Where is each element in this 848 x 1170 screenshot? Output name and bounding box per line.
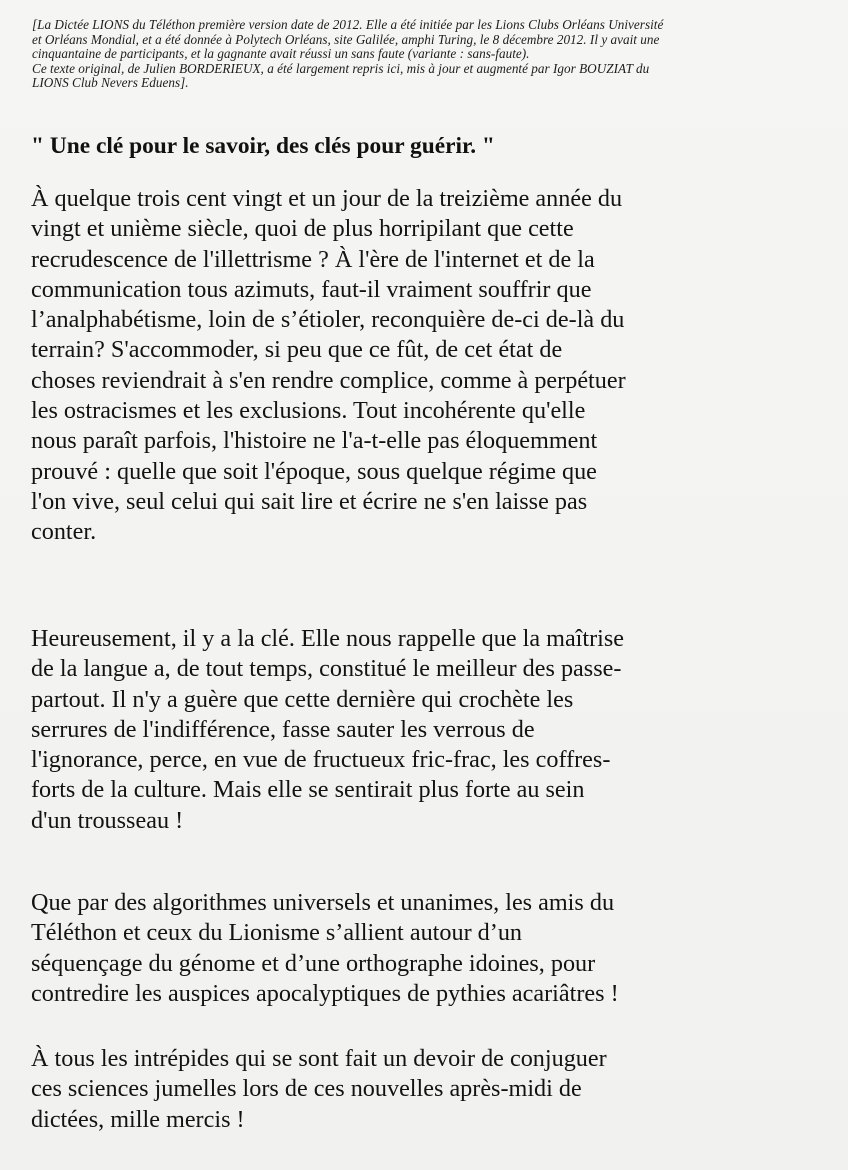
paragraph-line: terrain? S'accommoder, si peu que ce fût, de cet état de (31, 336, 563, 364)
paragraph-line: Que par des algorithmes universels et unanimes, les amis du (31, 889, 615, 916)
paragraph-4 (31, 1044, 821, 1135)
paragraph-line: Heureusement, il y a la clé. Elle nous rappelle que la maîtrise (31, 625, 625, 652)
paragraph-1 (31, 184, 821, 548)
paragraph-3 (31, 888, 821, 1009)
paragraph-line: À tous les intrépides qui se sont fait un devoir de conjuguer (31, 1045, 607, 1072)
intro-line: cinquantaine de participants, et la gagnante avait réussi un sans faute (variante : sans-faute). (32, 46, 530, 62)
intro-line: LIONS Club Nevers Eduens]. (32, 75, 189, 91)
paragraph-line: l’analphabétisme, loin de s’étioler, reconquière de-ci de-là du (31, 306, 625, 334)
paragraph-line: contredire les auspices apocalyptiques de pythies acariâtres ! (31, 979, 619, 1007)
intro-note (32, 18, 822, 91)
paragraph-line: séquençage du génome et d’une orthographe idoines, pour (31, 949, 596, 977)
document-title: " Une clé pour le savoir, des clés pour guérir. " (31, 133, 495, 159)
paragraph-line: prouvé : quelle que soit l'époque, sous quelque régime que (31, 457, 597, 485)
paragraph-line: vingt et unième siècle, quoi de plus horripilant que cette (31, 215, 574, 243)
paragraph-line: recrudescence de l'illettrisme ? À l'ère de l'internet et de la (31, 245, 595, 273)
paragraph-line: conter. (31, 518, 97, 546)
paragraph-line: choses reviendrait à s'en rendre complice, comme à perpétuer (31, 366, 626, 394)
paragraph-line: l'ignorance, perce, en vue de fructueux fric-frac, les coffres- (31, 746, 611, 774)
paragraph-line: forts de la culture. Mais elle se sentirait plus forte au sein (31, 776, 585, 804)
paragraph-line: ces sciences jumelles lors de ces nouvelles après-midi de (31, 1075, 582, 1103)
paragraph-line: dictées, mille mercis ! (31, 1105, 245, 1133)
paragraph-line: À quelque trois cent vingt et un jour de la treizième année du (31, 185, 623, 212)
paragraph-line: les ostracismes et les exclusions. Tout incohérente qu'elle (31, 397, 586, 425)
paragraph-line: serrures de l'indifférence, fasse sauter les verrous de (31, 715, 535, 743)
paragraph-line: Téléthon et ceux du Lionisme s’allient autour d’un (31, 919, 523, 947)
intro-line: [La Dictée LIONS du Téléthon première version date de 2012. Elle a été initiée par les Lions Clubs Orléans Université (32, 17, 664, 32)
paragraph-line: nous paraît parfois, l'histoire ne l'a-t-elle pas éloquemment (31, 427, 598, 455)
paragraph-line: d'un trousseau ! (31, 806, 184, 834)
intro-line: et Orléans Mondial, et a été donnée à Polytech Orléans, site Galilée, amphi Turing, le 8 décembre 2012. Il y avait une (32, 31, 660, 47)
paragraph-line: de la langue a, de tout temps, constitué le meilleur des passe- (31, 655, 622, 683)
paragraph-2 (31, 624, 821, 836)
paragraph-line: communication tous azimuts, faut-il vraiment souffrir que (31, 275, 592, 303)
intro-line: Ce texte original, de Julien BORDERIEUX, a été largement repris ici, mis à jour et augmenté par Igor BOUZIAT du (32, 60, 650, 76)
paragraph-line: l'on vive, seul celui qui sait lire et écrire ne s'en laisse pas (31, 487, 588, 515)
paragraph-line: partout. Il n'y a guère que cette dernière qui crochète les (31, 685, 574, 713)
